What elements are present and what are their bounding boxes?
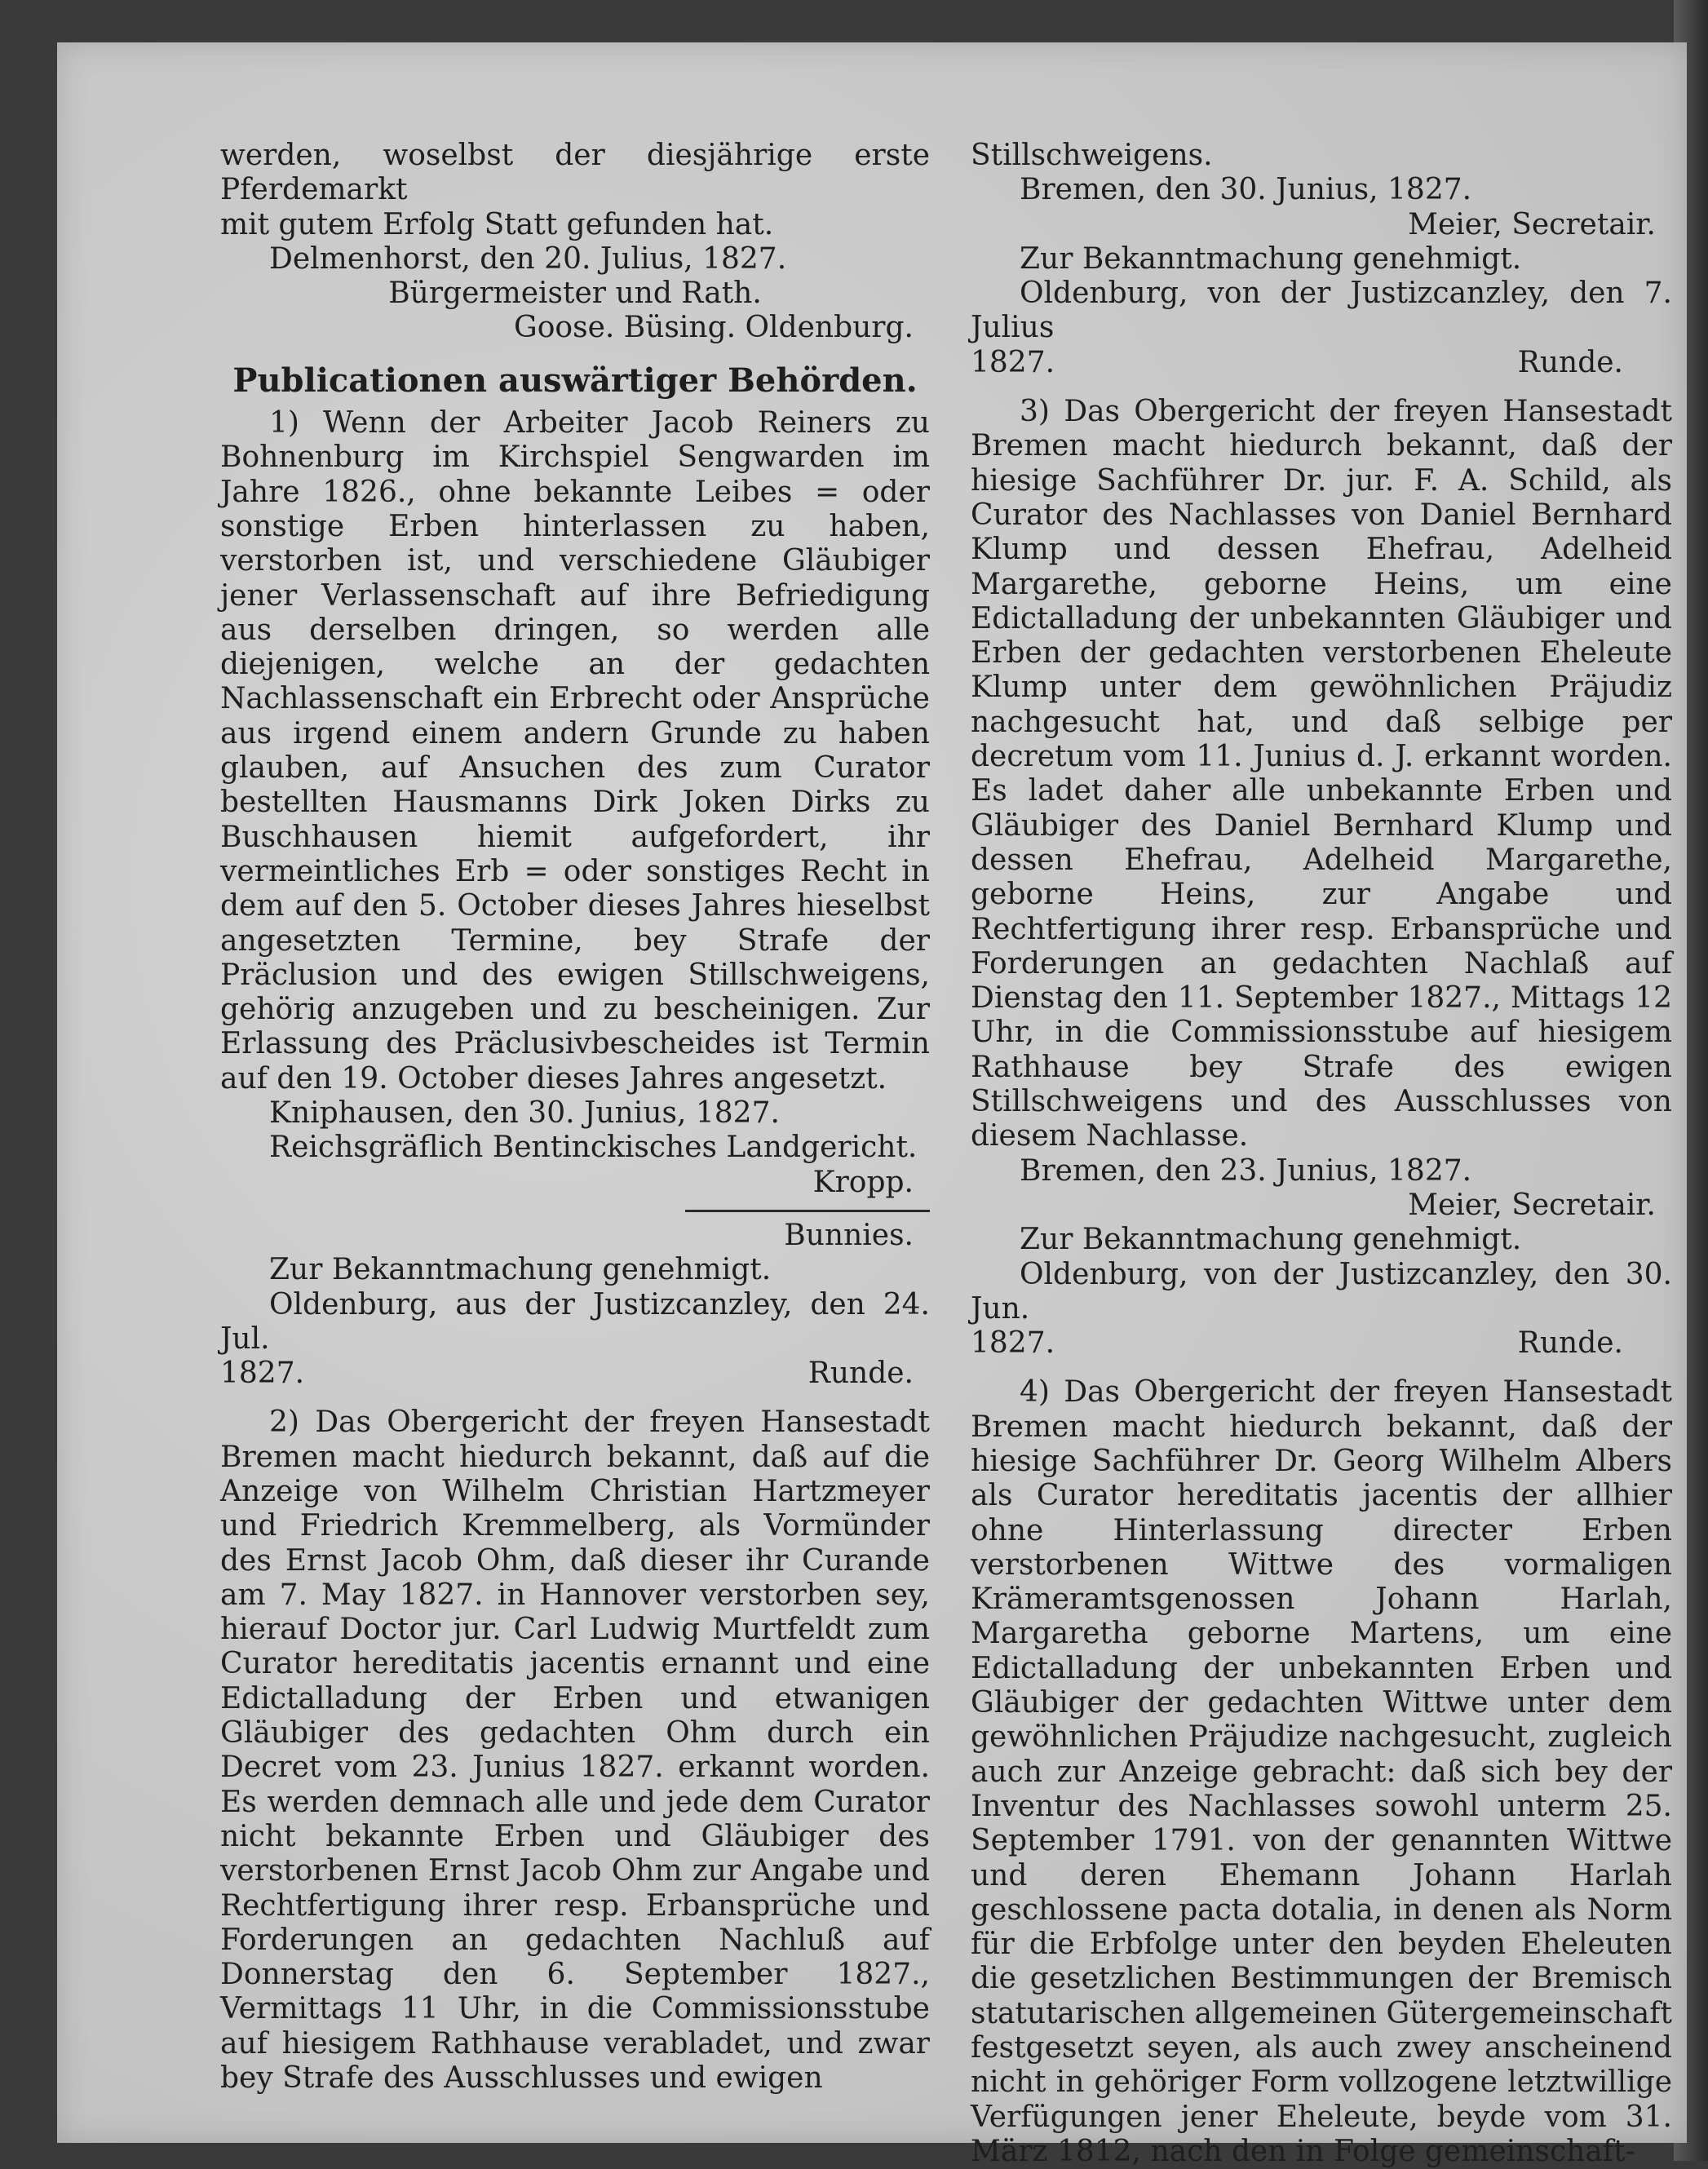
intro-line-1: werden, woselbst der diesjährige erste Pferdemarkt bbox=[220, 139, 930, 207]
notice-1-approval-signature: Runde. bbox=[808, 1357, 914, 1391]
notice-2-place-date: Bremen, den 30. Junius, 1827. bbox=[1020, 173, 1472, 207]
notice-1-text: 1) Wenn der Arbeiter Jacob Reiners zu Bohnenburg im Kirchspiel Sengwarden im Jahre 1826., ohne bekannte Leibes = oder sonstige Erben hinterlassen zu haben, verstorben ist, und verschiedene Gläubiger jener Verlassenschaft auf ihre Befriedigung aus derselben dringen, so werden alle diejenigen, welche an der gedachten Nachlassenschaft ein Erbrecht oder Ansprüche aus irgend einem andern Grunde zu haben glauben, auf Ansuchen des zum Curator bestellten Hausmanns Dirk Joken Dirks zu Buschhausen hiemit aufgefordert, ihr vermeintliches Erb = oder sonstiges Recht in dem auf den 5. October dieses Jahres hieselbst angesetzten Termine, bey Strafe der Präclusion und des ewigen Stillschweigens, gehörig anzugeben und zu bescheinigen. Zur Erlassung des Präclusivbescheides ist Termin auf den 19. October dieses Jahres angesetzt. bbox=[220, 406, 930, 1096]
intro-place-date: Delmenhorst, den 20. Julius, 1827. bbox=[269, 241, 787, 276]
notice-3-text: 3) Das Obergericht der freyen Hansestadt Bremen macht hiedurch bekannt, daß der hiesige Sachführer Dr. jur. F. A. Schild, als Curator des Nachlasses von Daniel Bernhard Klump und dessen Ehefrau, Adelheid Margarethe, geborne Heins, um eine Edictalladung der unbekannten Gläubiger und Erben der gedachten verstorbenen Eheleute Klump unter dem gewöhnlichen Präjudiz nachgesucht hat, und daß selbige per decretum vom 11. Junius d. J. erkannt worden. Es ladet daher alle unbekannte Erben und Gläubiger des Daniel Bernhard Klump und dessen Ehefrau, Adelheid Margarethe, geborne Heins, zur Angabe und Rechtfertigung ihrer resp. Erbansprüche und Forderungen an gedachten Nachlaß auf Dienstag den 11. September 1827., Mittags 12 Uhr, in die Commissionsstube auf hiesigem Rathhause bey Strafe des ewigen Stillschweigens und des Ausschlusses von diesem Nachlasse. bbox=[971, 395, 1672, 1153]
notice-2-approval-signature: Runde. bbox=[1517, 345, 1623, 379]
notice-2-continuation: Stillschweigens. bbox=[971, 139, 1213, 172]
notice-3-signature: Meier, Secretair. bbox=[1408, 1188, 1656, 1222]
notice-1-authority: Reichsgräflich Bentinckisches Landgericht. bbox=[269, 1131, 918, 1165]
section-heading: Publicationen auswärtiger Behörden. bbox=[232, 361, 918, 400]
notice-4-text: 4) Das Obergericht der freyen Hansestadt Bremen macht hiedurch bekannt, daß der hiesige Sachführer Dr. Georg Wilhelm Albers als Curator hereditatis jacentis der allhier ohne Hinterlassung directer Erben verstorbenen Wittwe des vormaligen Krämeramtsgenossen Johann Harlah, Margaretha geborne Martens, um eine Edictalladung der unbekannten Erben und Gläubiger der gedachten Wittwe unter dem gewöhnlichen Präjudize nachgesucht, zugleich auch zur Anzeige gebracht: daß sich bey der Inventur des Nachlasses sowohl unterm 25. September 1791. von der genannten Wittwe und deren Ehemann Johann Harlah geschlossene pacta dotalia, in denen als Norm für die Erbfolge unter den beyden Eheleuten die gesetzlichen Bestimmungen der Bremisch statutarischen allgemeinen Gütergemeinschaft festgesetzt seyen, als auch zwey anscheinend nicht in gehöriger Form vollzogene letztwillige Verfügungen jener Eheleute, beyde vom 31. März 1812, nach den in Folge gemeinschaft- bbox=[971, 1375, 1672, 2168]
notice-1-approval: Zur Bekanntmachung genehmigt. bbox=[269, 1253, 772, 1287]
right-column bbox=[971, 139, 1672, 2169]
notice-1-signature-2: Bunnies. bbox=[784, 1218, 914, 1252]
notice-1-approval-year: 1827. bbox=[220, 1357, 305, 1391]
notice-2-signature: Meier, Secretair. bbox=[1408, 207, 1656, 241]
intro-signatures: Goose. Büsing. Oldenburg. bbox=[513, 311, 914, 345]
notice-2-text: 2) Das Obergericht der freyen Hansestadt Bremen macht hiedurch bekannt, daß auf die Anzeige von Wilhelm Christian Hartzmeyer und Friedrich Kremmelberg, als Vormünder des Ernst Jacob Ohm, daß dieser ihr Curande am 7. May 1827. in Hannover verstorben sey, hierauf Doctor jur. Carl Ludwig Murtfeldt zum Curator hereditatis jacentis ernannt und eine Edictalladung der Erben und etwanigen Gläubiger des gedachten Ohm durch ein Decret vom 23. Junius 1827. erkannt worden. Es werden demnach alle und jede dem Curator nicht bekannte Erben und Gläubiger des verstorbenen Ernst Jacob Ohm zur Angabe und Rechtfertigung ihrer resp. Erbansprüche und Forderungen an gedachten Nachluß auf Donnerstag den 6. September 1827., Vermittags 11 Uhr, in die Commissionsstube auf hiesigem Rathhause verabladet, und zwar bey Strafe des Ausschlusses und ewigen bbox=[220, 1405, 930, 2096]
notice-3-approval-signature: Runde. bbox=[1517, 1326, 1623, 1361]
notice-2-approval-place: Oldenburg, von der Justizcanzley, den 7. Julius bbox=[971, 277, 1672, 345]
notice-1-place-date: Kniphausen, den 30. Junius, 1827. bbox=[269, 1096, 780, 1131]
notice-3-approval-year: 1827. bbox=[971, 1326, 1055, 1361]
notice-3-approval: Zur Bekanntmachung genehmigt. bbox=[1020, 1223, 1522, 1257]
intro-line-2: mit gutem Erfolg Statt gefunden hat. bbox=[220, 207, 774, 241]
notice-3-place-date: Bremen, den 23. Junius, 1827. bbox=[1020, 1153, 1472, 1188]
intro-authority: Bürgermeister und Rath. bbox=[388, 277, 762, 311]
separator-rule bbox=[685, 1210, 930, 1212]
notice-2-approval: Zur Bekanntmachung genehmigt. bbox=[1020, 241, 1522, 276]
left-column bbox=[220, 139, 930, 2096]
notice-1-approval-place: Oldenburg, aus der Justizcanzley, den 24. Jul. bbox=[220, 1287, 930, 1356]
notice-3-approval-row bbox=[971, 1326, 1672, 1361]
notice-2-approval-row bbox=[971, 346, 1672, 380]
notice-2-approval-year: 1827. bbox=[971, 345, 1055, 379]
notice-1-approval-row bbox=[220, 1357, 930, 1391]
notice-1-signature: Kropp. bbox=[812, 1165, 914, 1199]
notice-3-approval-place: Oldenburg, von der Justizcanzley, den 30. Jun. bbox=[971, 1257, 1672, 1326]
